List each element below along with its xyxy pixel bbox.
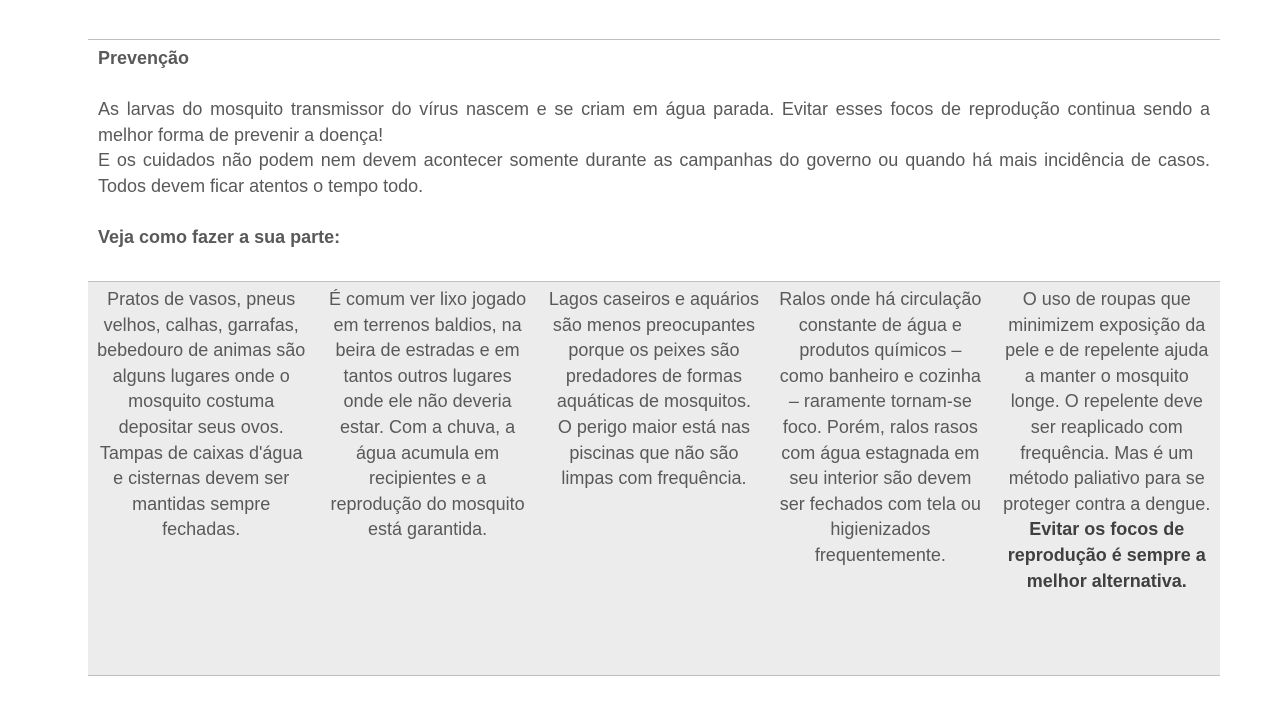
section-title: Prevenção xyxy=(98,48,190,68)
intro-paragraph-1: As larvas do mosquito transmissor do vírus nascem e se criam em água parada. Evitar esses focos de reprodução continua sendo a melhor forma de prevenir a doença! xyxy=(98,99,1210,145)
intro-section xyxy=(98,46,1210,251)
tip-column-pots xyxy=(88,282,314,675)
tip-column-drains xyxy=(767,282,993,675)
intro-paragraph-2: E os cuidados não podem nem devem acontecer somente durante as campanhas do governo ou quando há mais incidência de casos. Todos devem ficar atentos o tempo todo. xyxy=(98,150,1210,196)
tips-table xyxy=(88,281,1220,676)
tip-column-repellent xyxy=(994,282,1220,675)
tip-emphasis: Evitar os focos de reprodução é sempre a melhor alternativa. xyxy=(1007,519,1206,591)
slide xyxy=(88,39,1220,675)
tip-text: Ralos onde há circulação constante de água e produtos químicos – como banheiro e cozinha – raramente tornam-se foco. Porém, ralos rasos com água estagnada em seu interior são devem ser fechados com tela ou higienizados frequentemente. xyxy=(779,289,982,565)
tip-column-ponds xyxy=(541,282,767,675)
tip-text: Pratos de vasos, pneus velhos, calhas, garrafas, bebedouro de animas são alguns lugares onde o mosquito costuma depositar seus ovos. Tampas de caixas d'água e cisternas devem ser mantidas sempre fechadas. xyxy=(97,289,306,540)
subheading: Veja como fazer a sua parte: xyxy=(98,227,341,248)
top-divider xyxy=(88,39,1220,40)
tip-text: Lagos caseiros e aquários são menos preocupantes porque os peixes são predadores de formas aquáticas de mosquitos. O perigo maior está nas piscinas que não são limpas com frequência. xyxy=(548,289,760,489)
tip-text: O uso de roupas que minimizem exposição da pele e de repelente ajuda a manter o mosquito longe. O repelente deve ser reaplicado com frequência. Mas é um método paliativo para se proteger contra a dengue. xyxy=(1003,289,1211,514)
tip-text: É comum ver lixo jogado em terrenos baldios, na beira de estradas e em tantos outros lugares onde ele não deveria estar. Com a chuva, a água acumula em recipientes e a reprodução do mosquito está garantida. xyxy=(329,289,527,540)
blank-line xyxy=(98,200,1210,226)
tip-column-trash xyxy=(314,282,540,675)
blank-line xyxy=(98,72,1210,98)
